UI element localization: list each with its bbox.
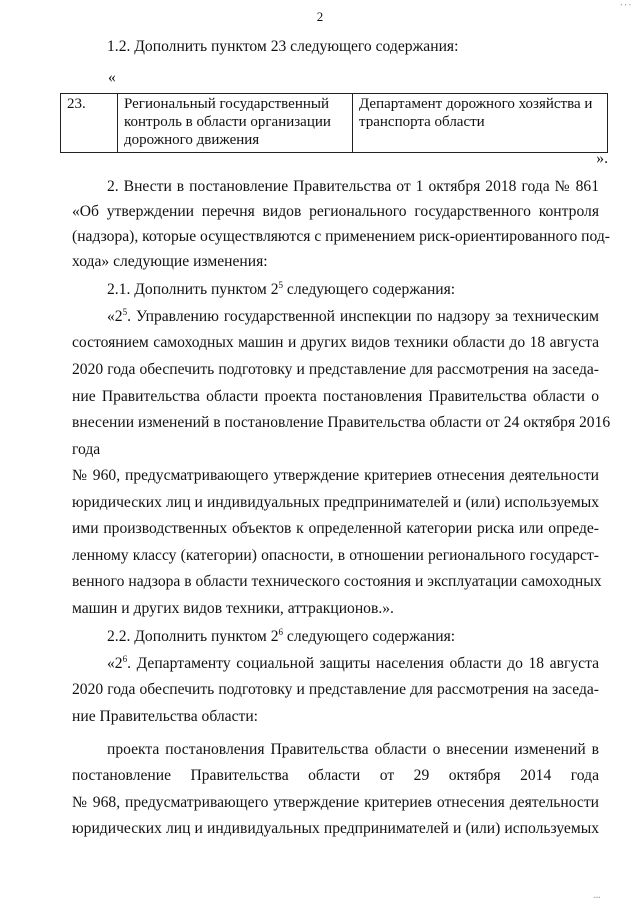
control-types-table xyxy=(60,93,608,153)
item-2-1-line-7: № 960, предусматривающего утверждение критериев отнесения деятельности xyxy=(72,467,599,484)
item-2-1-line-2: состоянием самоходных машин и других видов техники области до 18 августа xyxy=(72,334,599,351)
item-2-1-line-11: венного надзора в области технического состояния и эксплуатации самоходных xyxy=(72,573,602,590)
para-2-line-1: 2. Внести в постановление Правительства от 1 октября 2018 года № 861 xyxy=(107,178,599,195)
item-2-1-line-3: 2020 года обеспечить подготовку и представление для рассмотрения на заседа- xyxy=(72,361,599,378)
item-2-1-line-10: ленному классу (категории) опасности, в отношении регионального государст- xyxy=(72,547,599,564)
sub-para-line-4: юридических лиц и индивидуальных предпринимателей и (или) используемых xyxy=(72,820,599,837)
item-2-1-heading-rest: следующего содержания: xyxy=(283,281,456,298)
para-2-line-4: хода» следующие изменения: xyxy=(72,253,268,270)
sub-para-line-3: № 968, предусматривающего утверждение критериев отнесения деятельности xyxy=(72,794,599,811)
item-2-1-line-12: машин и других видов техники, аттракционов.». xyxy=(72,600,394,617)
item-2-1-line-6: года xyxy=(72,441,101,458)
para-2-line-2: «Об утверждении перечня видов регионального государственного контроля xyxy=(72,203,599,220)
row-number-cell: 23. xyxy=(61,94,118,153)
item-2-2-heading-text: 2.2. Дополнить пунктом 2 xyxy=(107,628,279,645)
scan-corner-mark: ٠٠٠ xyxy=(619,0,632,9)
item-2-1-line-4: ние Правительства области проекта постановления Правительства области о xyxy=(72,388,599,405)
control-type-cell: Региональный государственный контроль в области организации дорожного движения xyxy=(118,94,353,153)
item-2-1-heading-sup: 5 xyxy=(278,279,283,290)
item-2-2-line-2: 2020 года обеспечить подготовку и представление для рассмотрения на заседа- xyxy=(72,681,599,698)
authority-cell: Департамент дорожного хозяйства и транспорта области xyxy=(353,94,608,153)
item-2-1-first-sup: 5 xyxy=(122,306,128,317)
item-2-2-heading xyxy=(72,628,599,646)
item-2-2-line-3: ние Правительства области: xyxy=(72,708,258,725)
item-2-1-heading xyxy=(72,281,599,299)
sub-para-line-2: постановление Правительства области от 29 октября 2014 года xyxy=(72,767,599,784)
page-number: 2 xyxy=(316,9,324,24)
item-2-1-first-rest: . Управлению государственной инспекции по надзору за техническим xyxy=(127,308,599,325)
item-2-1-heading-text: 2.1. Дополнить пунктом 2 xyxy=(107,281,279,298)
item-2-1-first-text: «2 xyxy=(107,308,123,325)
sub-para-line-1: проекта постановления Правительства области о внесении изменений в xyxy=(107,741,599,758)
closing-quote: ». xyxy=(596,150,608,167)
item-2-2-first-text: «2 xyxy=(107,655,123,672)
opening-quote: « xyxy=(108,69,116,86)
item-2-1-line-1 xyxy=(72,308,599,326)
item-2-2-line-1 xyxy=(72,655,599,673)
scan-bottom-mark: ᠁ xyxy=(591,894,600,902)
item-2-2-first-sup: 6 xyxy=(122,653,128,664)
item-2-2-first-rest: . Департаменту социальной защиты населения области до 18 августа xyxy=(127,655,599,672)
item-1-2-heading: 1.2. Дополнить пунктом 23 следующего содержания: xyxy=(107,38,459,55)
para-2-line-3: (надзора), которые осуществляются с применением риск-ориентированного под- xyxy=(72,228,610,245)
item-2-1-line-9: ими производственных объектов к определенной категории риска или опреде- xyxy=(72,520,599,537)
item-2-2-heading-sup: 6 xyxy=(278,626,283,637)
item-2-1-line-8: юридических лиц и индивидуальных предпринимателей и (или) используемых xyxy=(72,494,599,511)
table-row xyxy=(61,94,608,153)
item-2-2-heading-rest: следующего содержания: xyxy=(283,628,456,645)
item-2-1-line-5: внесении изменений в постановление Правительства области от 24 октября 2016 xyxy=(72,414,611,431)
